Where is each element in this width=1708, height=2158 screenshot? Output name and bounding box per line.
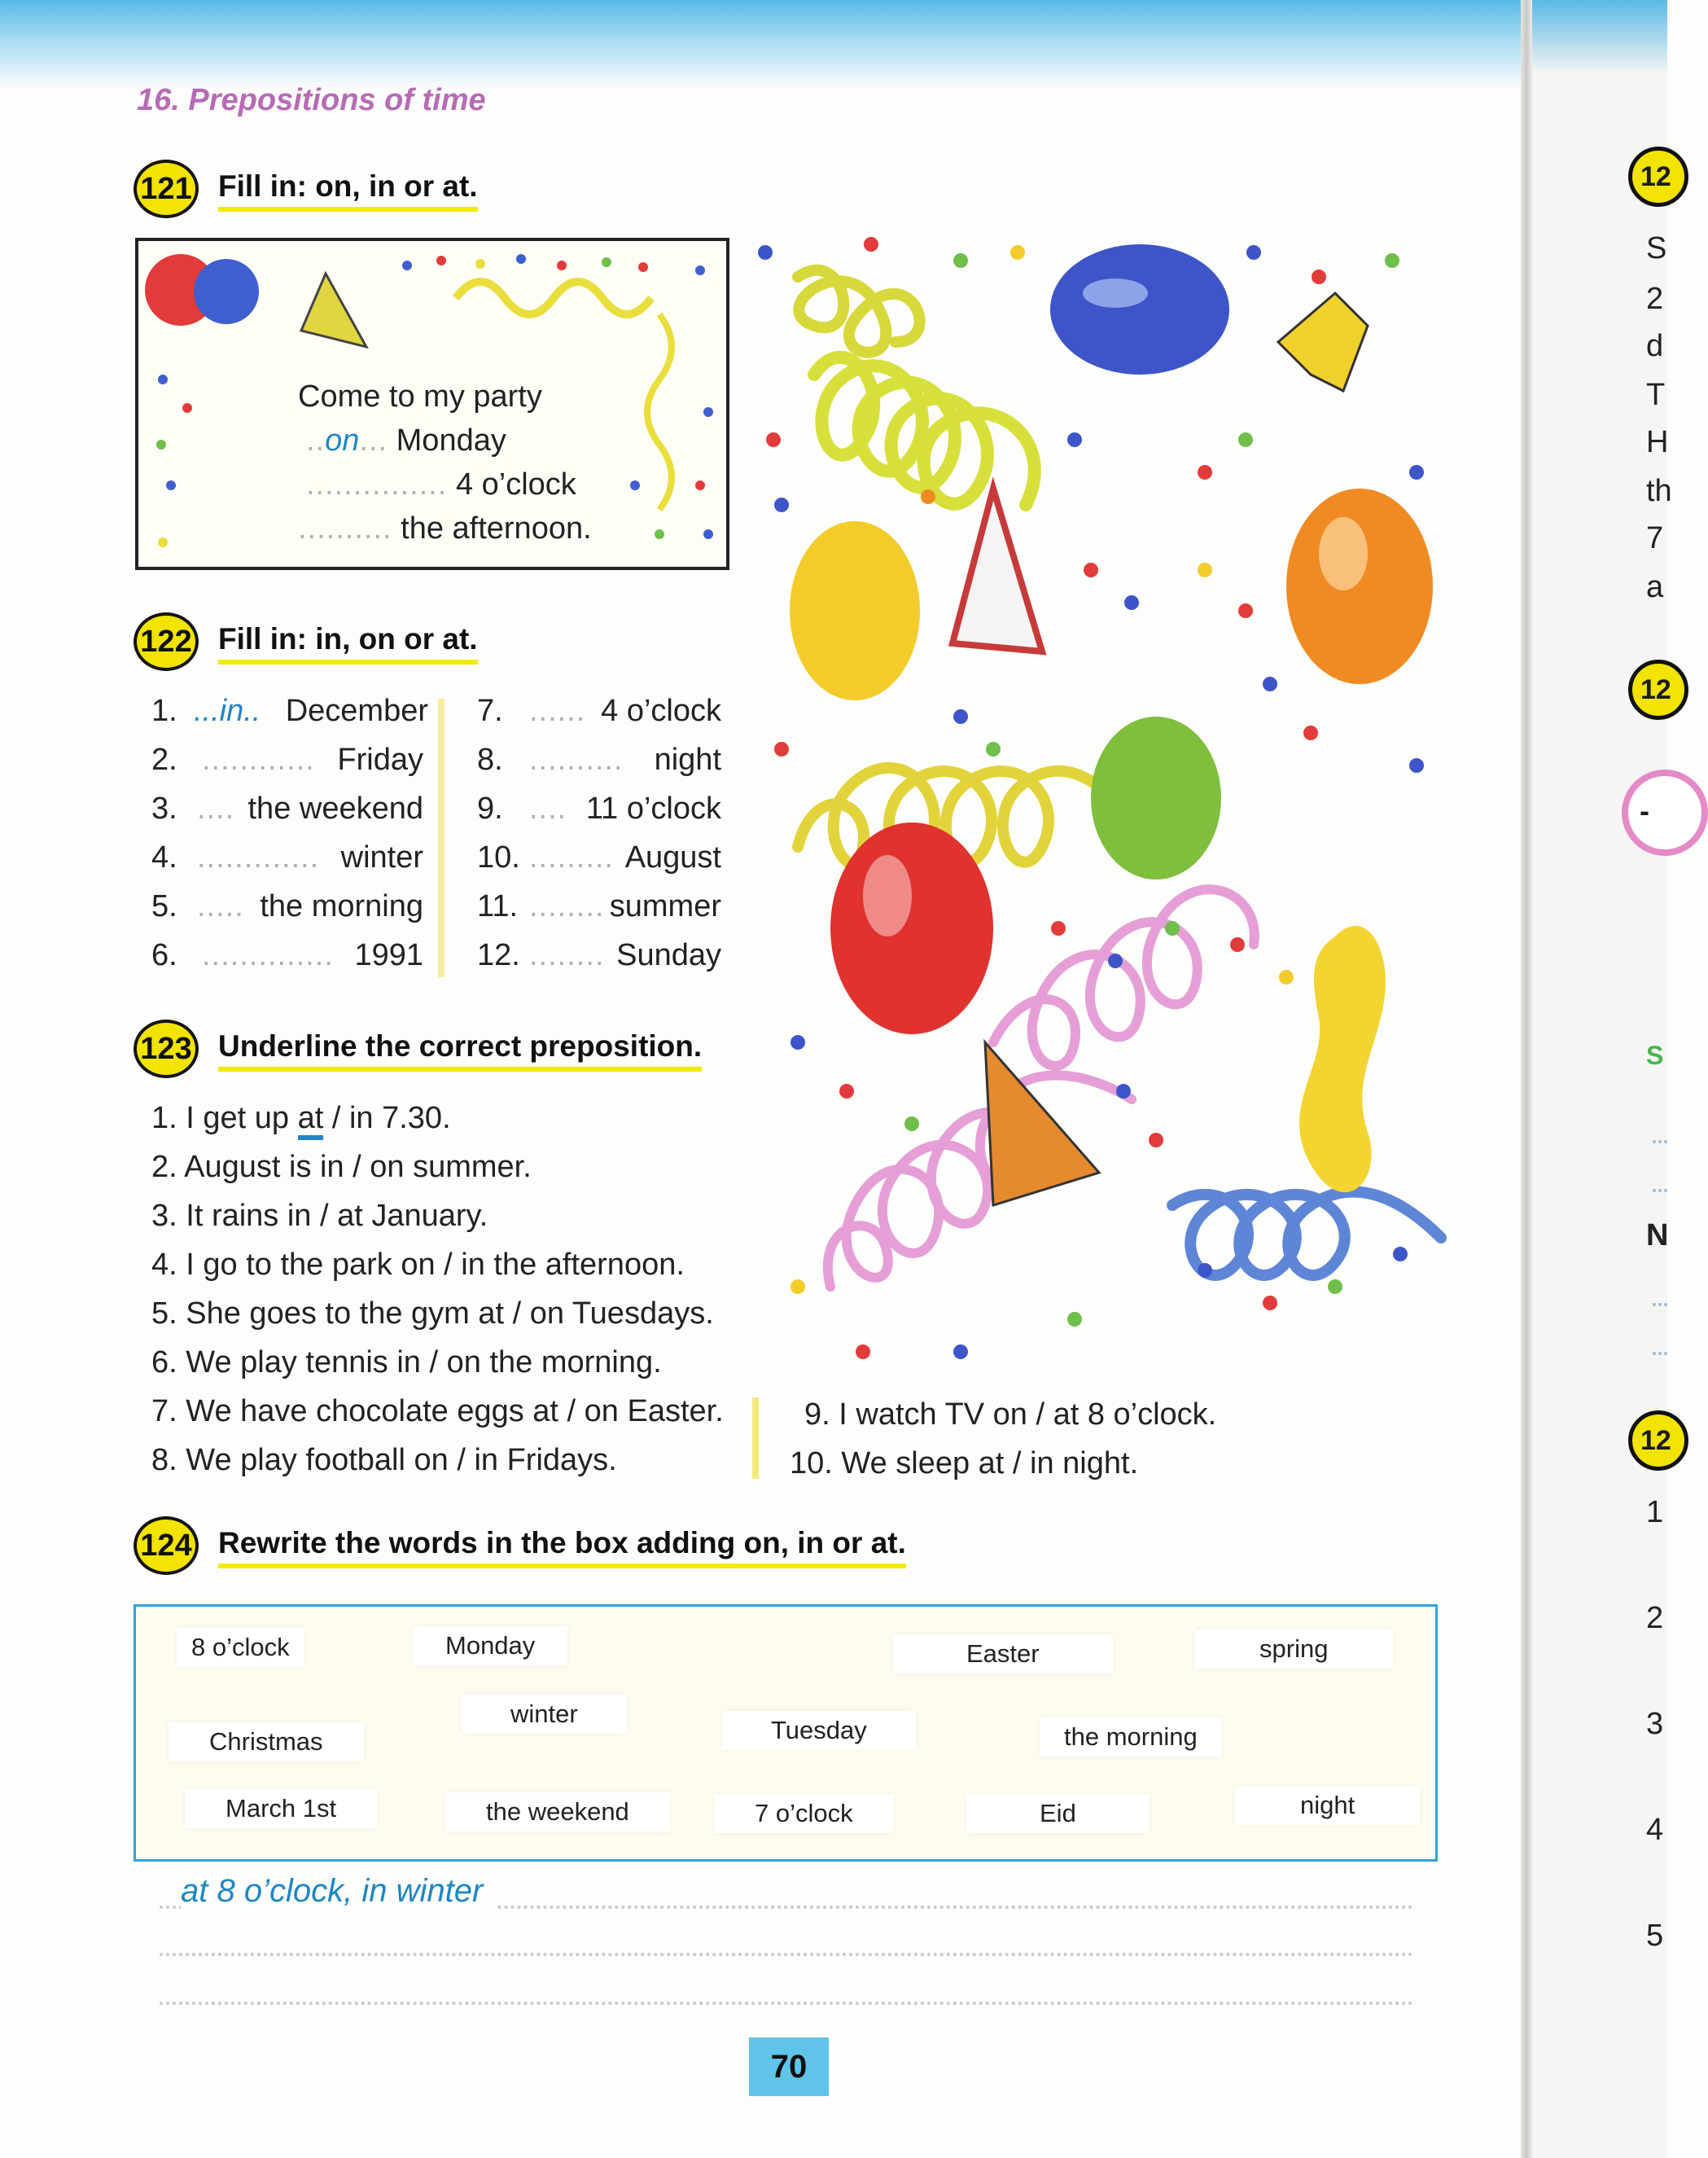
- party-hat-icon: [953, 489, 1042, 651]
- list-item: 4. ............. winter: [151, 840, 423, 875]
- item-blank[interactable]: .............: [197, 840, 320, 875]
- yellow-balloon-icon: [790, 521, 920, 700]
- word-chip: 8 o’clock: [177, 1628, 304, 1667]
- blue-balloon-icon: [194, 259, 259, 324]
- list-item: 11. ........ summer: [477, 889, 721, 923]
- long-balloon-icon: [1299, 926, 1386, 1192]
- chapter-title: 16. Prepositions of time: [137, 83, 486, 117]
- invite-answer-on: on: [325, 423, 360, 458]
- top-color-band: [0, 0, 1531, 90]
- invite-day: Monday: [396, 423, 506, 458]
- list-item: 10. ......... August: [477, 840, 721, 875]
- green-balloon-icon: [1091, 717, 1221, 879]
- word-chip: the morning: [1040, 1717, 1222, 1757]
- list-item: 5. ..... the morning: [151, 889, 423, 923]
- ex121-title: Fill in: on, in or at.: [218, 169, 478, 203]
- streamer-icon: [798, 768, 1140, 863]
- sentence-item: 3. It rains in / at January.: [151, 1199, 488, 1233]
- red-balloon-icon: [830, 822, 993, 1034]
- ex123-title: Underline the correct preposition.: [218, 1029, 703, 1063]
- item-blank[interactable]: .....: [197, 889, 244, 923]
- ex122-title: Fill in: in, on or at.: [218, 622, 478, 656]
- party-invitation-card: [135, 238, 729, 570]
- item-blank[interactable]: ........: [529, 889, 605, 923]
- facing-s-letter: S: [1646, 1041, 1664, 1070]
- page-number: 70: [749, 2037, 829, 2096]
- facing-badge: 12: [1628, 147, 1688, 207]
- word-chip: the weekend: [445, 1792, 670, 1831]
- word-chip: spring: [1194, 1629, 1393, 1669]
- orange-balloon-icon: [1286, 489, 1433, 684]
- item-blank[interactable]: .........: [529, 840, 615, 875]
- sentence-item: 2. August is in / on summer.: [151, 1150, 532, 1184]
- book-spine: [1521, 0, 1532, 2158]
- item-blank[interactable]: ....: [529, 792, 567, 826]
- ex122-number-badge: 122: [134, 612, 199, 671]
- invite-blank-time[interactable]: ...............: [306, 467, 448, 502]
- list-item: 3. .... the weekend: [151, 792, 423, 826]
- pink-streamer-icon: [828, 1075, 1132, 1287]
- word-box: [134, 1604, 1438, 1862]
- list-item: 6. .............. 1991: [151, 938, 423, 972]
- item-blank[interactable]: ..............: [202, 938, 334, 972]
- sentence-item: 7. We have chocolate eggs at / on Easter.: [151, 1394, 724, 1428]
- invite-afternoon: the afternoon.: [401, 511, 592, 546]
- item-blank[interactable]: ...in..: [194, 694, 261, 728]
- item-blank[interactable]: ............: [202, 743, 315, 777]
- item-blank[interactable]: ....: [197, 792, 235, 826]
- party-illustration: [749, 228, 1449, 1384]
- facing-page-top-band: [1532, 0, 1667, 73]
- invite-blank-afternoon[interactable]: ..........: [298, 511, 392, 546]
- crown-icon: [1278, 293, 1368, 391]
- invite-time: 4 o’clock: [455, 467, 576, 502]
- sentence-item: 5. She goes to the gym at / on Tuesdays.: [151, 1296, 714, 1331]
- orange-party-hat-icon: [985, 1042, 1099, 1205]
- ex122-list: [151, 694, 729, 987]
- streamer-icon: [456, 282, 651, 314]
- word-chip: 7 o’clock: [714, 1794, 894, 1833]
- word-chip: Tuesday: [722, 1711, 916, 1750]
- word-chip: Easter: [893, 1634, 1113, 1673]
- item-blank[interactable]: ..........: [529, 743, 624, 777]
- word-chip: Monday: [413, 1626, 567, 1665]
- word-chip: Eid: [966, 1794, 1150, 1833]
- ex124-title: Rewrite the words in the box adding on, in or at.: [218, 1526, 906, 1559]
- column-divider: [438, 699, 445, 977]
- answer-line-2[interactable]: [160, 1953, 1413, 1956]
- list-item: 8. .......... night: [477, 743, 721, 777]
- sentence-item: 10. We sleep at / in night.: [790, 1446, 1139, 1480]
- ex121-number-badge: 121: [134, 160, 199, 218]
- word-chip: winter: [462, 1695, 627, 1734]
- answer-line-3[interactable]: [160, 2002, 1413, 2005]
- blue-balloon-icon: [1050, 244, 1229, 375]
- word-chip: Christmas: [169, 1722, 364, 1761]
- sentence-item: 1. I get up at / in 7.30.: [151, 1101, 451, 1136]
- party-hat-icon: [301, 274, 366, 347]
- word-chip: night: [1235, 1786, 1420, 1825]
- yellow-streamer-icon: [798, 270, 920, 353]
- invite-line-4: [298, 511, 592, 546]
- sentence-item: 6. We play tennis in / on the morning.: [151, 1345, 662, 1379]
- invite-line-1: Come to my party: [298, 379, 542, 414]
- sentence-item: 9. I watch TV on / at 8 o’clock.: [804, 1397, 1217, 1432]
- item-blank[interactable]: ......: [529, 694, 586, 728]
- list-item: 12. ........ Sunday: [477, 938, 721, 972]
- list-item: 2. ............ Friday: [151, 743, 423, 777]
- column-divider: [752, 1397, 759, 1479]
- word-chip: March 1st: [185, 1789, 377, 1828]
- answer-example: at 8 o’clock, in winter: [181, 1873, 496, 1910]
- sentence-item: 8. We play football on / in Fridays.: [151, 1443, 617, 1477]
- underlined-answer[interactable]: at: [298, 1101, 324, 1140]
- facing-page-fragment: 12 S 2 d T H th 7 a 12 - S N 12 1 2 3 4 5: [1532, 0, 1667, 2158]
- list-item: 1. ...in.. December: [151, 694, 428, 728]
- list-item: 9. .... 11 o’clock: [477, 792, 721, 826]
- list-item: 7. ...... 4 o’clock: [477, 694, 721, 728]
- invite-line-2: ..on... Monday: [306, 423, 506, 458]
- blue-streamer-icon: [1172, 1191, 1441, 1275]
- facing-circle: -: [1622, 770, 1708, 856]
- item-blank[interactable]: ........: [529, 938, 605, 972]
- ex123-number-badge: 123: [134, 1020, 199, 1078]
- sentence-item: 4. I go to the park on / in the afternoon.: [151, 1248, 685, 1282]
- ex124-number-badge: 124: [134, 1516, 199, 1575]
- facing-badge: 12: [1628, 1410, 1688, 1471]
- facing-badge: 12: [1628, 660, 1688, 720]
- invite-line-3: [306, 467, 576, 502]
